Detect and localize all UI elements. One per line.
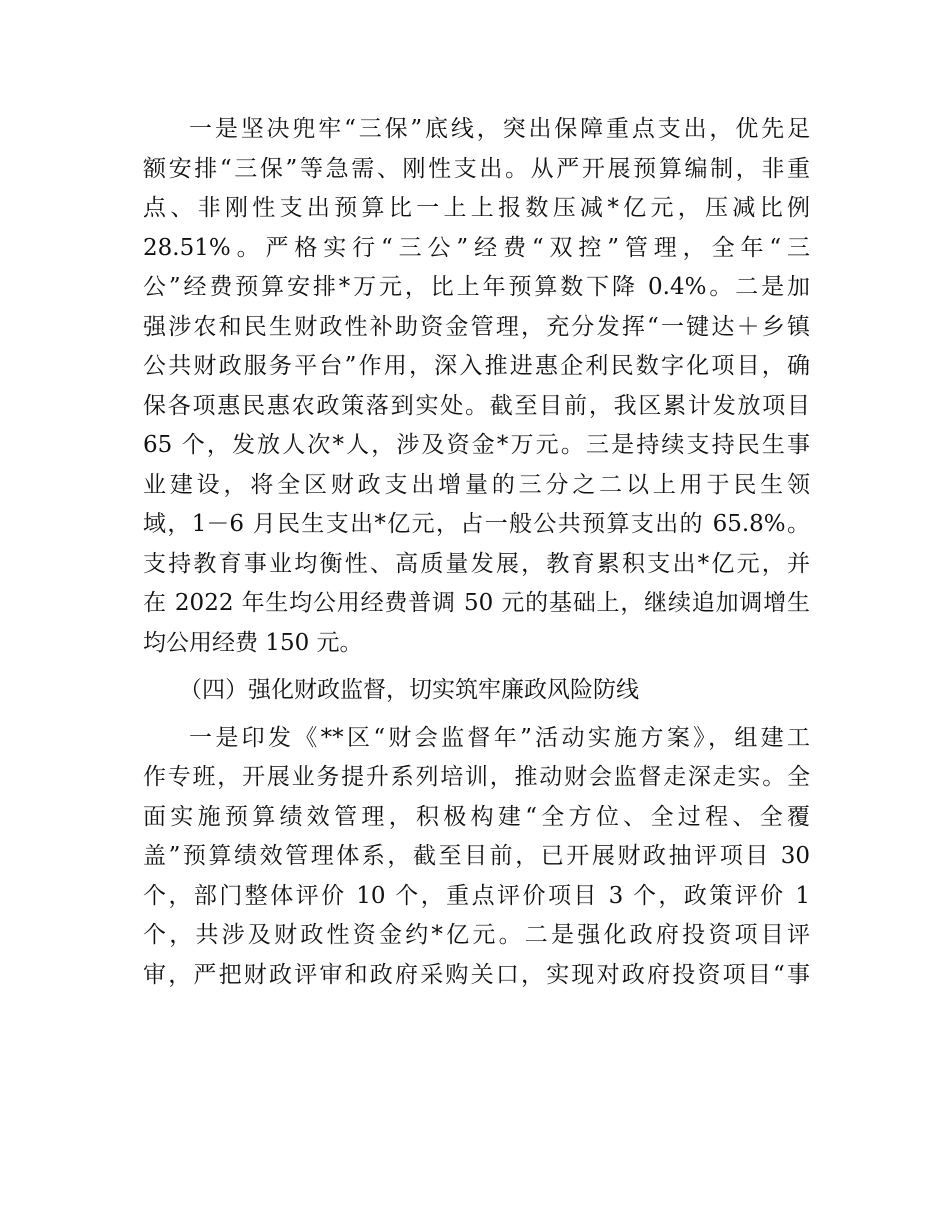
text-line: 强涉农和民生财政性补助资金管理，充分发挥“一键达＋乡镇 (143, 313, 810, 340)
text-line: 额安排“三保”等急需、刚性支出。从严开展预算编制，非重 (143, 155, 810, 182)
text-line: 保各项惠民惠农政策落到实处。截至目前，我区累计发放项目 (143, 392, 810, 419)
text-line: 个，部门整体评价 10 个，重点评价项目 3 个，政策评价 1 (143, 882, 810, 909)
text-line: 业建设，将全区财政支出增量的三分之二以上用于民生领 (143, 471, 810, 498)
text-line: 支持教育事业均衡性、高质量发展，教育累积支出*亿元，并 (143, 550, 810, 577)
paragraph-2 (143, 719, 810, 996)
section-heading-text: （四）强化财政监督，切实筑牢廉政风险防线 (179, 677, 639, 703)
paragraph-1 (143, 110, 810, 663)
section-heading (143, 671, 810, 711)
text-line: 个，共涉及财政性资金约*亿元。二是强化政府投资项目评 (143, 922, 810, 948)
text-line: 一是印发《**区“财会监督年”活动实施方案》，组建工 (189, 724, 810, 751)
text-line: 审，严把财政评审和政府采购关口，实现对政府投资项目“事 (143, 961, 810, 988)
text-line: 盖”预算绩效管理体系，截至目前，已开展财政抽评项目 30 (143, 843, 810, 869)
text-line: 公共财政服务平台”作用，深入推进惠企利民数字化项目，确 (143, 353, 810, 379)
text-line: 点、非刚性支出预算比一上上报数压减*亿元，压减比例 (143, 195, 810, 221)
text-line: 一是坚决兜牢“三保”底线，突出保障重点支出，优先足 (189, 116, 810, 142)
text-line: 域，1－6 月民生支出*亿元，占一般公共预算支出的 65.8%。 (143, 511, 810, 537)
text-line: 65 个，发放人次*人，涉及资金*万元。三是持续支持民生事 (143, 432, 810, 458)
text-line: 均公用经费 150 元。 (143, 629, 363, 656)
text-line: 面实施预算绩效管理，积极构建“全方位、全过程、全覆 (143, 803, 810, 830)
text-line: 作专班，开展业务提升系列培训，推动财会监督走深走实。全 (143, 764, 810, 790)
text-line: 在 2022 年生均公用经费普调 50 元的基础上，继续追加调增生 (143, 590, 810, 616)
text-line: 公”经费预算安排*万元，比上年预算数下降 0.4%。二是加 (143, 274, 810, 300)
text-line: 28.51%。严格实行“三公”经费“双控”管理，全年“三 (143, 234, 810, 261)
document-body (143, 110, 810, 995)
